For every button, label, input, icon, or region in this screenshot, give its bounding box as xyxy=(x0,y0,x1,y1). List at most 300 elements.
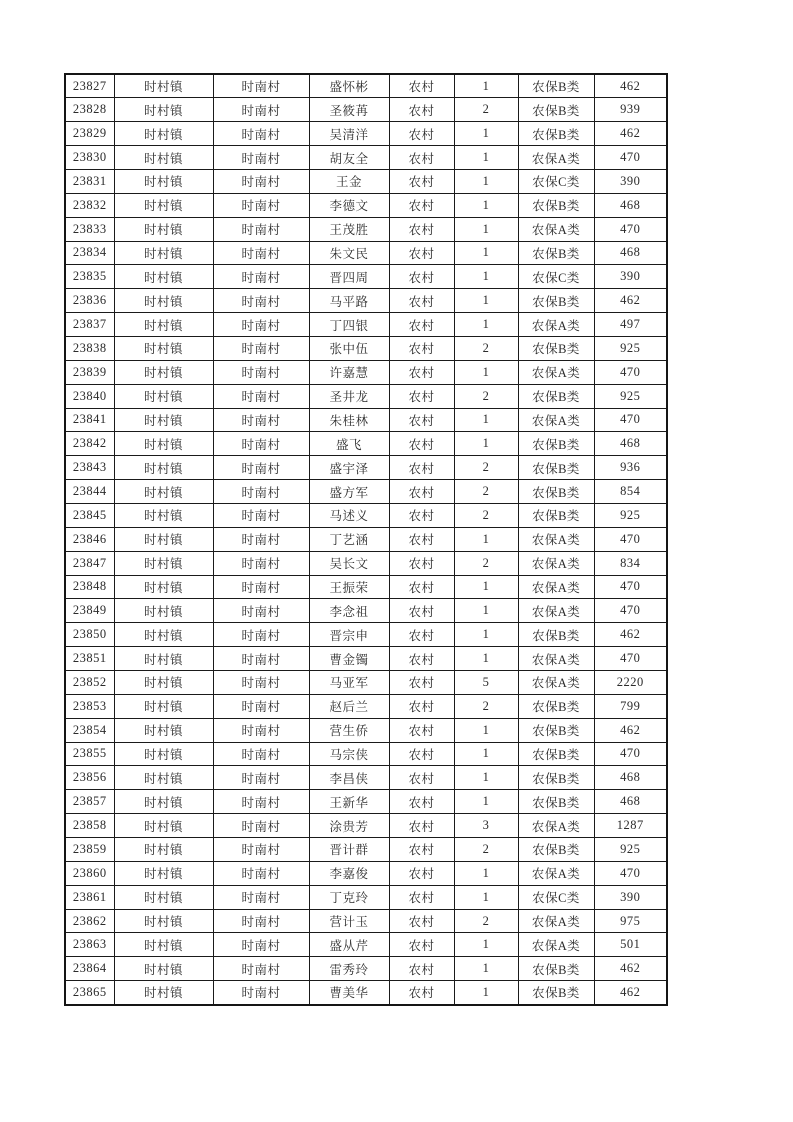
town-cell: 时村镇 xyxy=(114,718,213,742)
amount-cell: 470 xyxy=(594,742,667,766)
insurance-category-cell: 农保A类 xyxy=(518,575,594,599)
amount-cell: 799 xyxy=(594,694,667,718)
table-row xyxy=(65,885,667,909)
village-cell: 时南村 xyxy=(213,480,309,504)
record-id-cell: 23859 xyxy=(65,838,114,862)
residence-type-cell: 农村 xyxy=(389,265,454,289)
amount-cell: 462 xyxy=(594,981,667,1005)
town-cell: 时村镇 xyxy=(114,981,213,1005)
insurance-category-cell: 农保A类 xyxy=(518,360,594,384)
insurance-category-cell: 农保B类 xyxy=(518,98,594,122)
town-cell: 时村镇 xyxy=(114,265,213,289)
residence-type-cell: 农村 xyxy=(389,122,454,146)
town-cell: 时村镇 xyxy=(114,456,213,480)
table-row xyxy=(65,217,667,241)
table-row xyxy=(65,74,667,98)
amount-cell: 925 xyxy=(594,336,667,360)
residence-type-cell: 农村 xyxy=(389,981,454,1005)
amount-cell: 470 xyxy=(594,408,667,432)
table-row xyxy=(65,933,667,957)
village-cell: 时南村 xyxy=(213,647,309,671)
person-name-cell: 丁艺涵 xyxy=(309,527,389,551)
table-row xyxy=(65,694,667,718)
village-cell: 时南村 xyxy=(213,289,309,313)
person-count-cell: 1 xyxy=(454,766,518,790)
table-row xyxy=(65,193,667,217)
village-cell: 时南村 xyxy=(213,408,309,432)
person-name-cell: 曹金镯 xyxy=(309,647,389,671)
record-id-cell: 23865 xyxy=(65,981,114,1005)
town-cell: 时村镇 xyxy=(114,861,213,885)
table-row xyxy=(65,599,667,623)
insurance-category-cell: 农保B类 xyxy=(518,766,594,790)
town-cell: 时村镇 xyxy=(114,670,213,694)
village-cell: 时南村 xyxy=(213,193,309,217)
amount-cell: 497 xyxy=(594,313,667,337)
residence-type-cell: 农村 xyxy=(389,861,454,885)
town-cell: 时村镇 xyxy=(114,146,213,170)
person-name-cell: 王茂胜 xyxy=(309,217,389,241)
residence-type-cell: 农村 xyxy=(389,480,454,504)
amount-cell: 462 xyxy=(594,623,667,647)
town-cell: 时村镇 xyxy=(114,241,213,265)
record-id-cell: 23855 xyxy=(65,742,114,766)
person-name-cell: 营生侨 xyxy=(309,718,389,742)
insurance-category-cell: 农保A类 xyxy=(518,933,594,957)
town-cell: 时村镇 xyxy=(114,647,213,671)
table-row xyxy=(65,790,667,814)
person-count-cell: 1 xyxy=(454,265,518,289)
person-count-cell: 1 xyxy=(454,408,518,432)
insurance-category-cell: 农保B类 xyxy=(518,742,594,766)
person-count-cell: 2 xyxy=(454,838,518,862)
insurance-category-cell: 农保B类 xyxy=(518,384,594,408)
residence-type-cell: 农村 xyxy=(389,790,454,814)
residence-type-cell: 农村 xyxy=(389,146,454,170)
record-id-cell: 23863 xyxy=(65,933,114,957)
amount-cell: 390 xyxy=(594,885,667,909)
village-cell: 时南村 xyxy=(213,146,309,170)
town-cell: 时村镇 xyxy=(114,742,213,766)
residence-type-cell: 农村 xyxy=(389,241,454,265)
insurance-category-cell: 农保B类 xyxy=(518,623,594,647)
record-id-cell: 23827 xyxy=(65,74,114,98)
amount-cell: 462 xyxy=(594,122,667,146)
residence-type-cell: 农村 xyxy=(389,336,454,360)
person-name-cell: 雷秀玲 xyxy=(309,957,389,981)
village-cell: 时南村 xyxy=(213,909,309,933)
person-name-cell: 盛宇泽 xyxy=(309,456,389,480)
amount-cell: 390 xyxy=(594,169,667,193)
insurance-category-cell: 农保C类 xyxy=(518,169,594,193)
insurance-category-cell: 农保B类 xyxy=(518,456,594,480)
insurance-category-cell: 农保A类 xyxy=(518,814,594,838)
insurance-category-cell: 农保B类 xyxy=(518,122,594,146)
record-id-cell: 23828 xyxy=(65,98,114,122)
person-count-cell: 1 xyxy=(454,289,518,313)
person-name-cell: 圣筱苒 xyxy=(309,98,389,122)
village-cell: 时南村 xyxy=(213,432,309,456)
amount-cell: 925 xyxy=(594,503,667,527)
village-cell: 时南村 xyxy=(213,957,309,981)
record-id-cell: 23851 xyxy=(65,647,114,671)
amount-cell: 501 xyxy=(594,933,667,957)
person-count-cell: 2 xyxy=(454,551,518,575)
table-row xyxy=(65,814,667,838)
town-cell: 时村镇 xyxy=(114,480,213,504)
record-id-cell: 23843 xyxy=(65,456,114,480)
insurance-category-cell: 农保B类 xyxy=(518,838,594,862)
record-id-cell: 23840 xyxy=(65,384,114,408)
record-id-cell: 23830 xyxy=(65,146,114,170)
residence-type-cell: 农村 xyxy=(389,527,454,551)
table-row xyxy=(65,527,667,551)
table-row xyxy=(65,122,667,146)
town-cell: 时村镇 xyxy=(114,74,213,98)
table-row xyxy=(65,432,667,456)
person-name-cell: 盛飞 xyxy=(309,432,389,456)
residence-type-cell: 农村 xyxy=(389,313,454,337)
table-row xyxy=(65,503,667,527)
insurance-category-cell: 农保B类 xyxy=(518,480,594,504)
residence-type-cell: 农村 xyxy=(389,384,454,408)
village-cell: 时南村 xyxy=(213,885,309,909)
amount-cell: 468 xyxy=(594,241,667,265)
record-id-cell: 23861 xyxy=(65,885,114,909)
residence-type-cell: 农村 xyxy=(389,432,454,456)
insurance-category-cell: 农保B类 xyxy=(518,694,594,718)
residence-type-cell: 农村 xyxy=(389,623,454,647)
table-row xyxy=(65,169,667,193)
person-name-cell: 朱文民 xyxy=(309,241,389,265)
table-row xyxy=(65,861,667,885)
record-id-cell: 23852 xyxy=(65,670,114,694)
town-cell: 时村镇 xyxy=(114,336,213,360)
person-count-cell: 1 xyxy=(454,981,518,1005)
village-cell: 时南村 xyxy=(213,122,309,146)
person-count-cell: 1 xyxy=(454,74,518,98)
record-id-cell: 23837 xyxy=(65,313,114,337)
table-row xyxy=(65,146,667,170)
person-name-cell: 李昌侠 xyxy=(309,766,389,790)
residence-type-cell: 农村 xyxy=(389,217,454,241)
village-cell: 时南村 xyxy=(213,336,309,360)
record-id-cell: 23831 xyxy=(65,169,114,193)
amount-cell: 925 xyxy=(594,384,667,408)
town-cell: 时村镇 xyxy=(114,933,213,957)
residence-type-cell: 农村 xyxy=(389,670,454,694)
table-row xyxy=(65,456,667,480)
amount-cell: 462 xyxy=(594,74,667,98)
amount-cell: 390 xyxy=(594,265,667,289)
village-cell: 时南村 xyxy=(213,599,309,623)
residence-type-cell: 农村 xyxy=(389,742,454,766)
record-id-cell: 23849 xyxy=(65,599,114,623)
amount-cell: 470 xyxy=(594,647,667,671)
record-id-cell: 23833 xyxy=(65,217,114,241)
residence-type-cell: 农村 xyxy=(389,694,454,718)
table-row xyxy=(65,241,667,265)
residence-type-cell: 农村 xyxy=(389,169,454,193)
person-name-cell: 晋宗申 xyxy=(309,623,389,647)
person-name-cell: 盛方军 xyxy=(309,480,389,504)
insurance-category-cell: 农保A类 xyxy=(518,146,594,170)
person-name-cell: 马述义 xyxy=(309,503,389,527)
insurance-category-cell: 农保A类 xyxy=(518,861,594,885)
town-cell: 时村镇 xyxy=(114,360,213,384)
amount-cell: 462 xyxy=(594,289,667,313)
village-cell: 时南村 xyxy=(213,933,309,957)
amount-cell: 936 xyxy=(594,456,667,480)
village-cell: 时南村 xyxy=(213,74,309,98)
table-row xyxy=(65,480,667,504)
insurance-category-cell: 农保B类 xyxy=(518,289,594,313)
village-cell: 时南村 xyxy=(213,313,309,337)
amount-cell: 462 xyxy=(594,957,667,981)
person-name-cell: 李念祖 xyxy=(309,599,389,623)
town-cell: 时村镇 xyxy=(114,575,213,599)
residence-type-cell: 农村 xyxy=(389,909,454,933)
person-name-cell: 吴清洋 xyxy=(309,122,389,146)
town-cell: 时村镇 xyxy=(114,432,213,456)
amount-cell: 939 xyxy=(594,98,667,122)
person-count-cell: 1 xyxy=(454,933,518,957)
village-cell: 时南村 xyxy=(213,718,309,742)
person-name-cell: 曹美华 xyxy=(309,981,389,1005)
table-row xyxy=(65,766,667,790)
amount-cell: 470 xyxy=(594,861,667,885)
amount-cell: 468 xyxy=(594,766,667,790)
town-cell: 时村镇 xyxy=(114,790,213,814)
person-count-cell: 2 xyxy=(454,456,518,480)
person-name-cell: 许嘉慧 xyxy=(309,360,389,384)
record-id-cell: 23829 xyxy=(65,122,114,146)
village-cell: 时南村 xyxy=(213,456,309,480)
town-cell: 时村镇 xyxy=(114,217,213,241)
person-name-cell: 盛怀彬 xyxy=(309,74,389,98)
insurance-category-cell: 农保B类 xyxy=(518,981,594,1005)
person-name-cell: 马亚军 xyxy=(309,670,389,694)
person-name-cell: 盛从芹 xyxy=(309,933,389,957)
person-count-cell: 1 xyxy=(454,575,518,599)
amount-cell: 925 xyxy=(594,838,667,862)
table-row xyxy=(65,360,667,384)
person-name-cell: 王金 xyxy=(309,169,389,193)
person-count-cell: 1 xyxy=(454,241,518,265)
amount-cell: 470 xyxy=(594,217,667,241)
village-cell: 时南村 xyxy=(213,503,309,527)
village-cell: 时南村 xyxy=(213,766,309,790)
record-id-cell: 23858 xyxy=(65,814,114,838)
person-count-cell: 2 xyxy=(454,694,518,718)
insurance-category-cell: 农保C类 xyxy=(518,885,594,909)
insurance-category-cell: 农保B类 xyxy=(518,193,594,217)
table-row xyxy=(65,265,667,289)
person-count-cell: 1 xyxy=(454,861,518,885)
table-row xyxy=(65,313,667,337)
insurance-category-cell: 农保A类 xyxy=(518,527,594,551)
person-count-cell: 2 xyxy=(454,503,518,527)
person-count-cell: 1 xyxy=(454,647,518,671)
person-name-cell: 朱桂林 xyxy=(309,408,389,432)
amount-cell: 462 xyxy=(594,718,667,742)
village-cell: 时南村 xyxy=(213,742,309,766)
village-cell: 时南村 xyxy=(213,861,309,885)
record-id-cell: 23844 xyxy=(65,480,114,504)
town-cell: 时村镇 xyxy=(114,694,213,718)
table-row xyxy=(65,670,667,694)
residence-type-cell: 农村 xyxy=(389,885,454,909)
amount-cell: 470 xyxy=(594,146,667,170)
insurance-category-cell: 农保A类 xyxy=(518,551,594,575)
record-id-cell: 23838 xyxy=(65,336,114,360)
person-name-cell: 王振荣 xyxy=(309,575,389,599)
insurance-category-cell: 农保B类 xyxy=(518,957,594,981)
amount-cell: 2220 xyxy=(594,670,667,694)
person-name-cell: 丁克玲 xyxy=(309,885,389,909)
town-cell: 时村镇 xyxy=(114,193,213,217)
person-count-cell: 2 xyxy=(454,336,518,360)
insurance-category-cell: 农保B类 xyxy=(518,74,594,98)
town-cell: 时村镇 xyxy=(114,527,213,551)
record-id-cell: 23862 xyxy=(65,909,114,933)
table-row xyxy=(65,408,667,432)
village-cell: 时南村 xyxy=(213,551,309,575)
person-count-cell: 1 xyxy=(454,742,518,766)
person-name-cell: 张中伍 xyxy=(309,336,389,360)
village-cell: 时南村 xyxy=(213,981,309,1005)
person-count-cell: 2 xyxy=(454,384,518,408)
residence-type-cell: 农村 xyxy=(389,503,454,527)
insurance-records-table xyxy=(64,73,668,1006)
table-row xyxy=(65,384,667,408)
residence-type-cell: 农村 xyxy=(389,957,454,981)
village-cell: 时南村 xyxy=(213,527,309,551)
town-cell: 时村镇 xyxy=(114,169,213,193)
person-name-cell: 马宗侠 xyxy=(309,742,389,766)
insurance-category-cell: 农保A类 xyxy=(518,313,594,337)
amount-cell: 470 xyxy=(594,575,667,599)
insurance-category-cell: 农保A类 xyxy=(518,909,594,933)
village-cell: 时南村 xyxy=(213,360,309,384)
table-row xyxy=(65,336,667,360)
person-name-cell: 晋四周 xyxy=(309,265,389,289)
amount-cell: 468 xyxy=(594,193,667,217)
person-count-cell: 1 xyxy=(454,360,518,384)
record-id-cell: 23857 xyxy=(65,790,114,814)
village-cell: 时南村 xyxy=(213,575,309,599)
amount-cell: 1287 xyxy=(594,814,667,838)
residence-type-cell: 农村 xyxy=(389,647,454,671)
record-id-cell: 23860 xyxy=(65,861,114,885)
town-cell: 时村镇 xyxy=(114,503,213,527)
person-count-cell: 2 xyxy=(454,480,518,504)
person-name-cell: 晋计群 xyxy=(309,838,389,862)
village-cell: 时南村 xyxy=(213,241,309,265)
table-row xyxy=(65,575,667,599)
record-id-cell: 23835 xyxy=(65,265,114,289)
town-cell: 时村镇 xyxy=(114,599,213,623)
village-cell: 时南村 xyxy=(213,217,309,241)
record-id-cell: 23847 xyxy=(65,551,114,575)
insurance-category-cell: 农保A类 xyxy=(518,670,594,694)
person-name-cell: 吴长文 xyxy=(309,551,389,575)
person-name-cell: 涂贵芳 xyxy=(309,814,389,838)
village-cell: 时南村 xyxy=(213,265,309,289)
record-id-cell: 23864 xyxy=(65,957,114,981)
person-count-cell: 1 xyxy=(454,313,518,337)
town-cell: 时村镇 xyxy=(114,885,213,909)
residence-type-cell: 农村 xyxy=(389,718,454,742)
amount-cell: 470 xyxy=(594,599,667,623)
person-count-cell: 1 xyxy=(454,790,518,814)
person-count-cell: 1 xyxy=(454,623,518,647)
record-id-cell: 23832 xyxy=(65,193,114,217)
insurance-category-cell: 农保B类 xyxy=(518,790,594,814)
person-count-cell: 1 xyxy=(454,193,518,217)
insurance-category-cell: 农保B类 xyxy=(518,336,594,360)
village-cell: 时南村 xyxy=(213,838,309,862)
record-id-cell: 23839 xyxy=(65,360,114,384)
insurance-category-cell: 农保C类 xyxy=(518,265,594,289)
insurance-category-cell: 农保B类 xyxy=(518,432,594,456)
village-cell: 时南村 xyxy=(213,98,309,122)
person-name-cell: 李嘉俊 xyxy=(309,861,389,885)
person-count-cell: 1 xyxy=(454,599,518,623)
town-cell: 时村镇 xyxy=(114,122,213,146)
town-cell: 时村镇 xyxy=(114,814,213,838)
person-name-cell: 马平路 xyxy=(309,289,389,313)
record-id-cell: 23836 xyxy=(65,289,114,313)
town-cell: 时村镇 xyxy=(114,838,213,862)
person-count-cell: 1 xyxy=(454,527,518,551)
residence-type-cell: 农村 xyxy=(389,74,454,98)
table-row xyxy=(65,289,667,313)
town-cell: 时村镇 xyxy=(114,909,213,933)
record-id-cell: 23848 xyxy=(65,575,114,599)
person-count-cell: 2 xyxy=(454,909,518,933)
person-count-cell: 1 xyxy=(454,122,518,146)
person-name-cell: 圣井龙 xyxy=(309,384,389,408)
residence-type-cell: 农村 xyxy=(389,289,454,313)
record-id-cell: 23841 xyxy=(65,408,114,432)
residence-type-cell: 农村 xyxy=(389,575,454,599)
village-cell: 时南村 xyxy=(213,694,309,718)
amount-cell: 470 xyxy=(594,527,667,551)
record-id-cell: 23850 xyxy=(65,623,114,647)
town-cell: 时村镇 xyxy=(114,384,213,408)
table-row xyxy=(65,98,667,122)
residence-type-cell: 农村 xyxy=(389,193,454,217)
residence-type-cell: 农村 xyxy=(389,456,454,480)
table-row xyxy=(65,957,667,981)
residence-type-cell: 农村 xyxy=(389,408,454,432)
table-row xyxy=(65,647,667,671)
amount-cell: 834 xyxy=(594,551,667,575)
person-count-cell: 2 xyxy=(454,98,518,122)
village-cell: 时南村 xyxy=(213,169,309,193)
table-row xyxy=(65,742,667,766)
person-name-cell: 王新华 xyxy=(309,790,389,814)
record-id-cell: 23842 xyxy=(65,432,114,456)
town-cell: 时村镇 xyxy=(114,98,213,122)
insurance-category-cell: 农保A类 xyxy=(518,647,594,671)
residence-type-cell: 农村 xyxy=(389,98,454,122)
table-row xyxy=(65,551,667,575)
person-name-cell: 营计玉 xyxy=(309,909,389,933)
record-id-cell: 23834 xyxy=(65,241,114,265)
person-count-cell: 1 xyxy=(454,885,518,909)
